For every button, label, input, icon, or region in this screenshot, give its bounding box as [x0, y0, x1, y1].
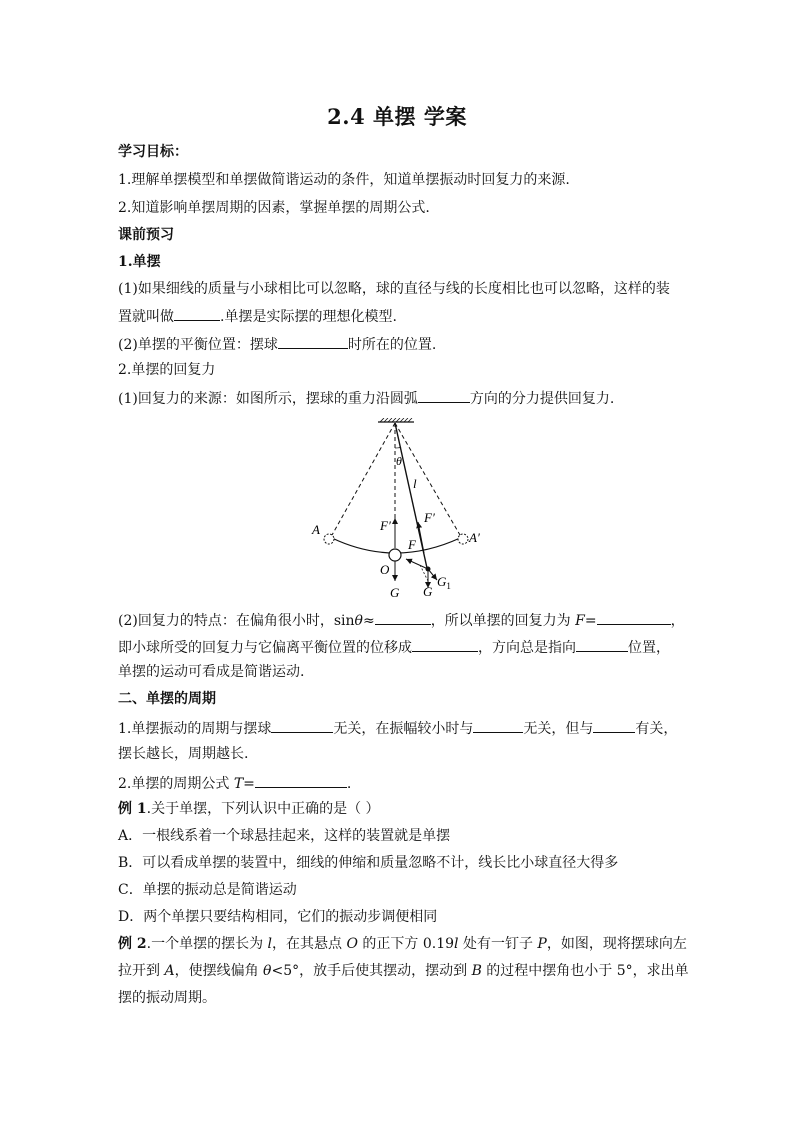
page-title: 2.4 单摆 学案	[327, 104, 467, 129]
example1-option-a: A．一根线系着一个球悬挂起来，这样的装置就是单摆	[118, 828, 451, 844]
symbol-t: T	[233, 776, 244, 792]
text-fragment: ，	[670, 613, 685, 629]
label-gravity-center: G	[390, 585, 400, 600]
text-fragment: =	[584, 613, 597, 629]
objective-item-1: 1.理解单摆模型和单摆做简谐运动的条件，知道单摆振动时回复力的来源.	[118, 172, 570, 188]
answer-blank[interactable]	[473, 718, 523, 733]
text-fragment: ，在其悬点	[272, 936, 347, 952]
text-fragment: 方向的分力提供回复力.	[469, 391, 615, 407]
angle-arc	[395, 447, 401, 448]
example1-option-b: B．可以看成单摆的装置中，细线的伸缩和质量忽略不计，线长比小球直径大得多	[118, 855, 619, 871]
answer-blank[interactable]	[174, 306, 220, 321]
label-gravity-component: $G_1$	[437, 574, 451, 591]
text-fragment: .	[346, 776, 352, 792]
text-fragment: .单摆是实际摆的理想化模型.	[220, 309, 397, 325]
pendulum-definition-line1: (1)如果细线的质量与小球相比可以忽略，球的直径与线的长度相比也可以忽略，这样的装	[118, 281, 670, 297]
example1-label: 例 1	[118, 801, 147, 817]
section-pendulum-heading: 1.单摆	[118, 254, 161, 270]
symbol-b: B	[471, 963, 482, 979]
text-fragment: 1.单摆振动的周期与摆球	[118, 721, 272, 737]
bob-equilibrium	[389, 549, 401, 561]
symbol-f: F	[575, 613, 585, 629]
example1-option-d: D．两个单摆只要结构相同，它们的振动步调便相同	[118, 909, 438, 925]
symbol-o: O	[346, 936, 358, 952]
restoring-force-characteristic-line1	[118, 610, 685, 630]
restoring-force-characteristic-line2	[118, 637, 670, 657]
text-fragment: 即小球所受的回复力与它偏离平衡位置的位移成	[118, 640, 412, 656]
label-gravity-displaced: G	[423, 584, 433, 599]
period-factors-line2: 摆长越长，周期越长.	[118, 746, 249, 762]
answer-blank[interactable]	[418, 388, 470, 403]
restoring-force-heading: 2.单摆的回复力	[118, 362, 216, 378]
text-fragment: 有关，	[635, 721, 678, 737]
answer-blank[interactable]	[271, 718, 333, 733]
answer-blank[interactable]	[255, 773, 347, 788]
answer-blank[interactable]	[412, 637, 478, 652]
example2-label: 例 2	[118, 936, 147, 952]
bob-position-a	[324, 534, 334, 544]
symbol-theta: θ	[354, 613, 363, 629]
text-fragment: 置就叫做	[118, 309, 174, 325]
text-fragment: .一个单摆的摆长为	[146, 936, 268, 952]
label-length: l	[413, 476, 417, 491]
symbol-p: P	[537, 936, 547, 952]
tension-arrow-displaced	[418, 522, 424, 553]
label-restoring-force: F	[408, 537, 416, 552]
example1-stem	[118, 800, 380, 818]
symbol-theta: θ	[263, 963, 272, 979]
text-fragment: 拉开到	[118, 963, 165, 979]
answer-blank[interactable]	[597, 610, 671, 625]
text-fragment: ，如图，现将摆球向左	[546, 936, 687, 952]
preview-heading: 课前预习	[118, 227, 174, 243]
restoring-force-characteristic-line3: 单摆的运动可看成是简谐运动.	[118, 664, 305, 680]
bob-position-a-prime	[458, 534, 468, 544]
symbol-l: l	[267, 936, 273, 952]
text-fragment: ，所以单摆的回复力为	[430, 613, 576, 629]
objective-item-2: 2.知道影响单摆周期的因素，掌握单摆的周期公式.	[118, 200, 430, 216]
label-theta: θ	[396, 454, 402, 468]
text-fragment: (2)单摆的平衡位置：摆球	[118, 337, 278, 353]
pendulum-diagram	[310, 418, 490, 603]
text-fragment: 位置，	[628, 640, 670, 656]
example2-line3: 摆的振动周期。	[118, 990, 216, 1006]
pendulum-definition-line2	[118, 306, 397, 326]
example1-option-c: C．单摆的振动总是简谐运动	[118, 882, 297, 898]
symbol-a: A	[164, 963, 175, 979]
period-formula-line	[118, 773, 351, 793]
text-fragment: 无关，但与	[523, 721, 594, 737]
text-fragment: 的过程中摆角也小于 5°，求出单	[481, 963, 689, 979]
example2-line2	[118, 962, 689, 980]
answer-blank[interactable]	[576, 637, 628, 652]
symbol-l: l	[454, 936, 459, 952]
example2-line1	[118, 935, 687, 953]
text-fragment: (1)回复力的来源：如图所示，摆球的重力沿圆弧	[118, 391, 418, 407]
text-fragment: ，方向总是指向	[478, 640, 576, 656]
label-tension-center: F′	[380, 518, 391, 533]
text-fragment: 处有一钉子	[458, 936, 538, 952]
label-origin: O	[380, 562, 390, 577]
label-point-a-prime: A′	[469, 530, 480, 545]
equilibrium-position-line	[118, 334, 436, 354]
text-fragment: =	[243, 776, 255, 792]
answer-blank[interactable]	[278, 334, 348, 349]
answer-blank[interactable]	[375, 610, 431, 625]
answer-blank[interactable]	[593, 718, 635, 733]
text-fragment: 时所在的位置.	[347, 337, 437, 353]
text-fragment: 的正下方 0.19	[357, 936, 455, 952]
text-fragment: .关于单摆，下列认识中正确的是（ ）	[146, 801, 380, 817]
text-fragment: ≈	[362, 613, 375, 629]
ceiling-hatch	[380, 418, 412, 422]
objectives-heading: 学习目标：	[118, 144, 188, 160]
text-fragment: (2)回复力的特点：在偏角很小时，sin	[118, 613, 355, 629]
text-fragment: <5°，放手后使其摆动，摆动到	[271, 963, 472, 979]
gravity-component-arrow	[428, 569, 437, 580]
text-fragment: 2.单摆的周期公式	[118, 776, 234, 792]
label-tension-displaced: F′	[424, 510, 435, 525]
text-fragment: 无关，在振幅较小时与	[333, 721, 474, 737]
label-point-a: A	[312, 522, 320, 537]
text-fragment: ，使摆线偏角	[174, 963, 264, 979]
period-heading: 二、单摆的周期	[118, 691, 216, 707]
period-factors-line1	[118, 718, 677, 738]
restoring-force-source-line	[118, 388, 614, 408]
